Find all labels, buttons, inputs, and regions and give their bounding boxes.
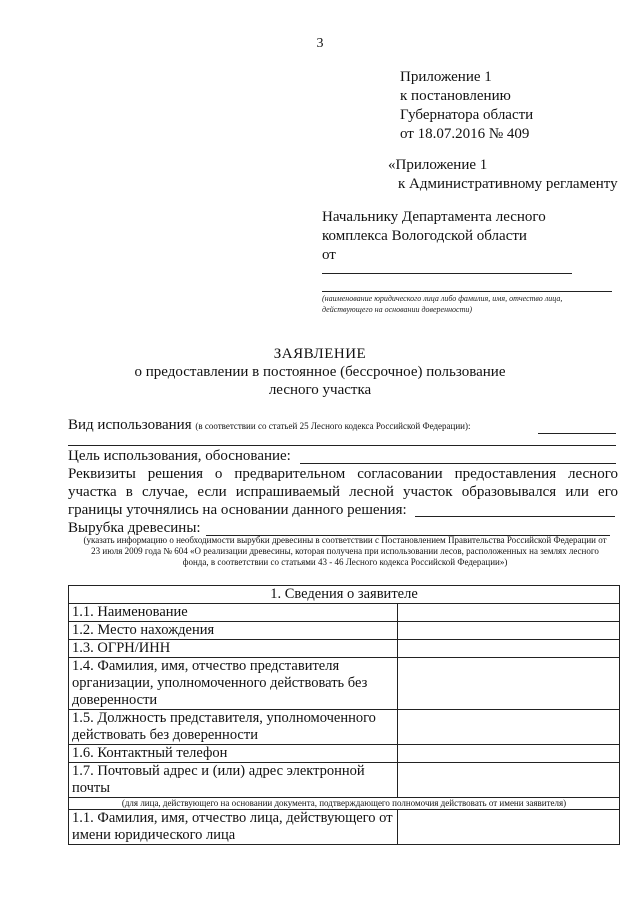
purpose-fill-line[interactable]	[300, 463, 616, 464]
annex-line: от 18.07.2016 № 409	[400, 126, 530, 142]
row-value-cell[interactable]	[398, 658, 620, 710]
addressee-fill-line[interactable]	[322, 273, 572, 274]
row-label: 1.6. Контактный телефон	[69, 745, 398, 763]
usage-fill-line[interactable]	[68, 445, 616, 446]
requisites-fill-line[interactable]	[415, 516, 615, 517]
table-row	[69, 810, 620, 845]
table-row	[69, 745, 620, 763]
table-row	[69, 622, 620, 640]
table-row	[69, 710, 620, 745]
table-row	[69, 604, 620, 622]
felling-note: (указать информацию о необходимости вырубки древесины в соответствии с Постановлением Правительства Российской Федерации от 23 июля 2009 года № 604 «О реализации древесины, которая получена при использовании лесов, расположенных на землях лесного фонда, в соответствии со статьями 43 - 46 Лесного кодекса Российской Федерации»)	[83, 535, 607, 567]
table-row	[69, 763, 620, 798]
title-line: о предоставлении в постоянное (бессрочное) пользование	[134, 364, 506, 380]
annex-header	[400, 68, 533, 144]
addressee-line: Начальнику Департамента лесного	[322, 209, 546, 225]
requisites-text: Реквизиты решения о предварительном согласовании предоставления лесного	[68, 466, 618, 482]
row-value-cell[interactable]	[398, 622, 620, 640]
representative-note: (для лица, действующего на основании документа, подтверждающего полномочия действовать от имени заявителя)	[69, 798, 620, 810]
applicant-info-table	[68, 585, 620, 845]
row-label: 1.2. Место нахождения	[69, 622, 398, 640]
addressee-line: от	[322, 247, 336, 263]
title-line: лесного участка	[268, 382, 372, 398]
regulation-annex-header	[388, 156, 618, 194]
usage-label: Вид использования	[68, 417, 192, 433]
row-value-cell[interactable]	[398, 745, 620, 763]
usage-note: (в соответствии со статьей 25 Лесного кодекса Российской Федерации):	[195, 421, 471, 431]
document-title	[0, 345, 640, 399]
table-row	[69, 640, 620, 658]
addressee-caption: (наименование юридического лица либо фамилия, имя, отчество лица, действующего на основании доверенности)	[322, 294, 563, 314]
row-value-cell[interactable]	[398, 710, 620, 745]
annex-line: Приложение 1	[400, 69, 492, 85]
purpose-field	[68, 447, 291, 465]
requisites-text: границы уточнялись на основании данного решения:	[68, 502, 407, 518]
row-label: 1.5. Должность представителя, уполномоченного действовать без доверенности	[69, 710, 398, 745]
felling-label: Вырубка древесины:	[68, 520, 201, 536]
table-row	[69, 658, 620, 710]
usage-fill-line[interactable]	[538, 433, 616, 434]
row-value-cell[interactable]	[398, 810, 620, 845]
regulation-annex-line: к Административному регламенту	[398, 176, 618, 192]
row-value-cell[interactable]	[398, 763, 620, 798]
addressee-block	[322, 208, 546, 265]
addressee-fill-line[interactable]	[322, 291, 612, 292]
row-label: 1.7. Почтовый адрес и (или) адрес электронной почты	[69, 763, 398, 798]
annex-line: к постановлению	[400, 88, 511, 104]
row-value-cell[interactable]	[398, 604, 620, 622]
title-line: ЗАЯВЛЕНИЕ	[273, 346, 367, 362]
row-label: 1.1. Наименование	[69, 604, 398, 622]
annex-line: Губернатора области	[400, 107, 534, 123]
row-label: 1.4. Фамилия, имя, отчество представителя организации, уполномоченного действовать без доверенности	[69, 658, 398, 710]
requisites-field	[68, 465, 618, 519]
addressee-line: комплекса Вологодской области	[322, 228, 527, 244]
row-label: 1.1. Фамилия, имя, отчество лица, действующего от имени юридического лица	[69, 810, 398, 845]
regulation-annex-line: «Приложение 1	[388, 157, 488, 173]
row-label: 1.3. ОГРН/ИНН	[69, 640, 398, 658]
page-number: 3	[316, 36, 324, 51]
row-value-cell[interactable]	[398, 640, 620, 658]
section-title: 1. Сведения о заявителе	[69, 586, 620, 604]
requisites-text: участка в случае, если испрашиваемый лесной участок образовывался или его	[68, 484, 618, 500]
usage-field	[68, 416, 470, 435]
purpose-label: Цель использования, обоснование:	[68, 448, 291, 464]
